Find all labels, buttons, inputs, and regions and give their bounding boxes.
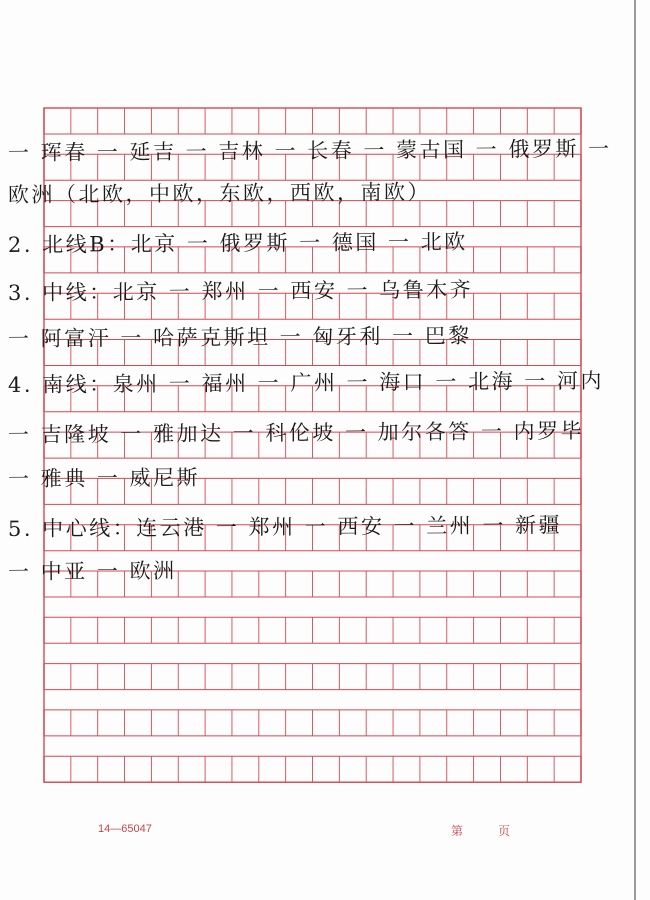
handwritten-line-10: 一 中亚 一 欧洲 <box>7 558 177 584</box>
handwritten-line-1: 一 珲春 一 延吉 一 吉林 一 长春 一 蒙古国 一 俄罗斯 一 <box>7 136 612 165</box>
form-code: 14—65047 <box>98 823 152 835</box>
handwritten-line-7: 一 吉隆坡 一 雅加达 一 科伦坡 一 加尔各答 一 内罗毕 <box>7 418 585 447</box>
handwritten-line-8: 一 雅典 一 威尼斯 <box>7 465 201 491</box>
page-label-ye: 页 <box>498 824 511 838</box>
page-label-di: 第 <box>451 824 464 838</box>
handwritten-line-6: 4. 南线：泉州 一 福州 一 广州 一 海口 一 北海 一 河内 <box>7 368 605 397</box>
handwritten-line-4: 3. 中线：北京 一 郑州 一 西安 一 乌鲁木齐 <box>7 277 474 305</box>
handwritten-line-3: 2. 北线B：北京 一 俄罗斯 一 德国 一 北欧 <box>7 229 468 257</box>
handwritten-line-5: 一 阿富汗 一 哈萨克斯坦 一 匈牙利 一 巴黎 <box>7 323 472 351</box>
page-edge-shadow <box>634 0 636 900</box>
handwritten-line-9: 5. 中心线：连云港 一 郑州 一 西安 一 兰州 一 新疆 <box>7 513 563 541</box>
handwritten-line-2: 欧洲（北欧，中欧，东欧，西欧，南欧） <box>7 180 432 207</box>
